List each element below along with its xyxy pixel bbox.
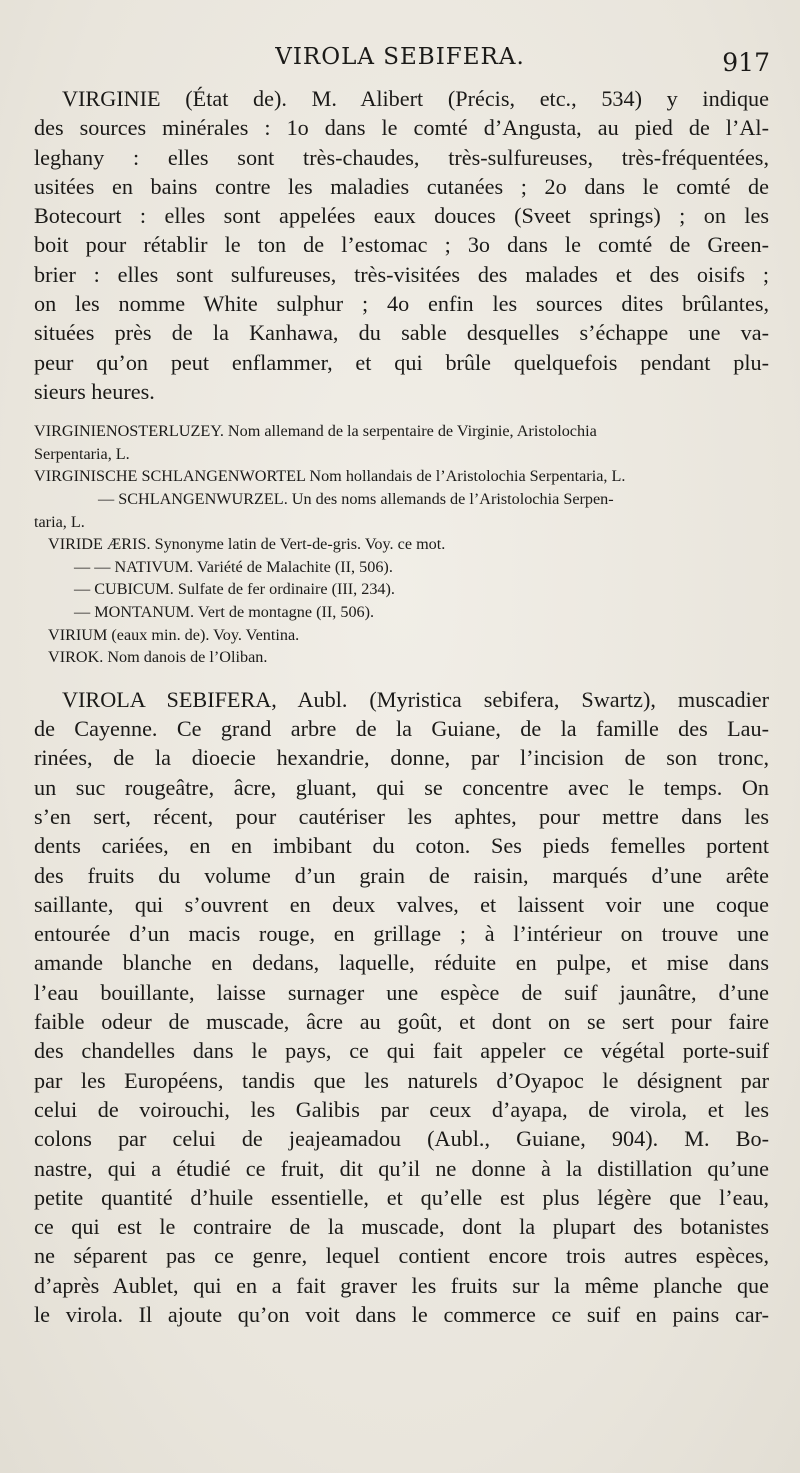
article-virola-sebifera	[34, 685, 769, 1330]
text-line: d’après Aublet, qui en a fait graver les fruits sur la même planche que	[34, 1272, 769, 1298]
text-line: faible odeur de muscade, âcre au goût, et dont on se sert pour faire	[34, 1009, 769, 1035]
text-line: l’eau bouillante, laisse surnager une espèce de suif jaunâtre, d’une	[34, 979, 769, 1005]
text-line: on les nomme White sulphur ; 4o enfin les sources dites brûlantes,	[34, 291, 769, 317]
text-line: un suc rougeâtre, âcre, gluant, qui se concentre avec le temps. On	[34, 774, 769, 800]
text-line: petite quantité d’huile essentielle, et qu’elle est plus légère que l’eau,	[34, 1184, 769, 1210]
text-line: par les Européens, tandis que les naturels d’Oyapoc le désignent par	[34, 1067, 769, 1093]
text-line: rinées, de la dioecie hexandrie, donne, par l’incision de son tronc,	[34, 745, 769, 771]
text-line: ce qui est le contraire de la muscade, dont la plupart des botanistes	[34, 1214, 769, 1240]
text-line: des sources minérales : 1o dans le comté d’Angusta, au pied de l’Al-	[34, 115, 769, 141]
page-body	[34, 84, 769, 1329]
text-line: ne séparent pas ce genre, lequel contient encore trois autres espèces,	[34, 1243, 769, 1269]
text-line: colons par celui de jeajeamadou (Aubl., Guiane, 904). M. Bo-	[34, 1126, 769, 1152]
text-line: peur qu’on peut enflammer, et qui brûle quelquefois pendant plu-	[34, 349, 769, 375]
entry-virginische-schlangenwortel: VIRGINISCHE SCHLANGENWORTEL Nom hollandais de l’Aristolochia Serpentaria, L.	[34, 467, 626, 486]
text-line: des fruits du volume d’un grain de raisin, marqués d’une arête	[34, 862, 769, 888]
entry-virok: VIROK. Nom danois de l’Oliban.	[48, 648, 268, 667]
text-line: saillante, qui s’ouvrent en deux valves, et laissent voir une coque	[34, 891, 769, 917]
text-line: amande blanche en dedans, laquelle, réduite en pulpe, et mise dans	[34, 950, 769, 976]
entry-viride-aeris: VIRIDE ÆRIS. Synonyme latin de Vert-de-gris. Voy. ce mot.	[48, 535, 446, 554]
entry-montanum: — MONTANUM. Vert de montagne (II, 506).	[74, 603, 375, 622]
text-line: usitées en bains contre les maladies cutanées ; 2o dans le comté de	[34, 173, 769, 199]
text-line: boit pour rétablir le ton de l’estomac ; 3o dans le comté de Green-	[34, 232, 769, 258]
running-title: VIROLA SEBIFERA.	[275, 44, 525, 70]
entry-list	[34, 420, 769, 669]
text-line: situées près de la Kanhawa, du sable desquelles s’échappe une va-	[34, 320, 769, 346]
text-line: VIRGINIE (État de). M. Alibert (Précis, etc., 534) y indique	[62, 86, 769, 111]
entry-cubicum: — CUBICUM. Sulfate de fer ordinaire (III, 234).	[74, 580, 395, 599]
entry-virium: VIRIUM (eaux min. de). Voy. Ventina.	[48, 625, 300, 644]
text-line: le virola. Il ajoute qu’on voit dans le commerce ce suif en pains car-	[34, 1302, 769, 1328]
entry-continuation: Serpentaria, L.	[34, 444, 130, 463]
text-line: s’en sert, récent, pour cautériser les aphtes, pour mettre dans les	[34, 803, 769, 829]
text-line: de Cayenne. Ce grand arbre de la Guiane, de la famille des Lau-	[34, 716, 769, 742]
article-virginie	[34, 84, 769, 406]
text-line: nastre, qui a étudié ce fruit, dit qu’il ne donne à la distillation qu’une	[34, 1155, 769, 1181]
text-line: sieurs heures.	[34, 378, 155, 404]
entry-schlangenwurzel: — SCHLANGENWURZEL. Un des noms allemands de l’Aristolochia Serpen-	[98, 490, 614, 509]
text-line: leghany : elles sont très-chaudes, très-sulfureuses, très-fréquentées,	[34, 144, 769, 170]
entry-nativum: — — NATIVUM. Variété de Malachite (II, 506).	[74, 557, 393, 576]
text-line: des chandelles dans le pays, ce qui fait appeler ce végétal porte-suif	[34, 1038, 769, 1064]
text-line: brier : elles sont sulfureuses, très-visitées des malades et des oisifs ;	[34, 261, 769, 287]
text-line: Botecourt : elles sont appelées eaux douces (Sveet springs) ; on les	[34, 203, 769, 229]
entry-virginienosterluzey: VIRGINIENOSTERLUZEY. Nom allemand de la serpentaire de Virginie, Aristolochia	[34, 422, 597, 441]
spacer	[34, 669, 769, 685]
entry-continuation: taria, L.	[34, 512, 85, 531]
text-line: dents cariées, en en imbibant du coton. Ses pieds femelles portent	[34, 833, 769, 859]
running-head	[0, 44, 800, 78]
text-line: entourée d’un macis rouge, en grillage ; à l’intérieur on trouve une	[34, 921, 769, 947]
text-line: VIROLA SEBIFERA, Aubl. (Myristica sebifera, Swartz), muscadier	[62, 686, 769, 712]
page-number: 917	[722, 48, 770, 77]
text-line: celui de voirouchi, les Galibis par ceux d’ayapa, de virola, et les	[34, 1096, 769, 1122]
